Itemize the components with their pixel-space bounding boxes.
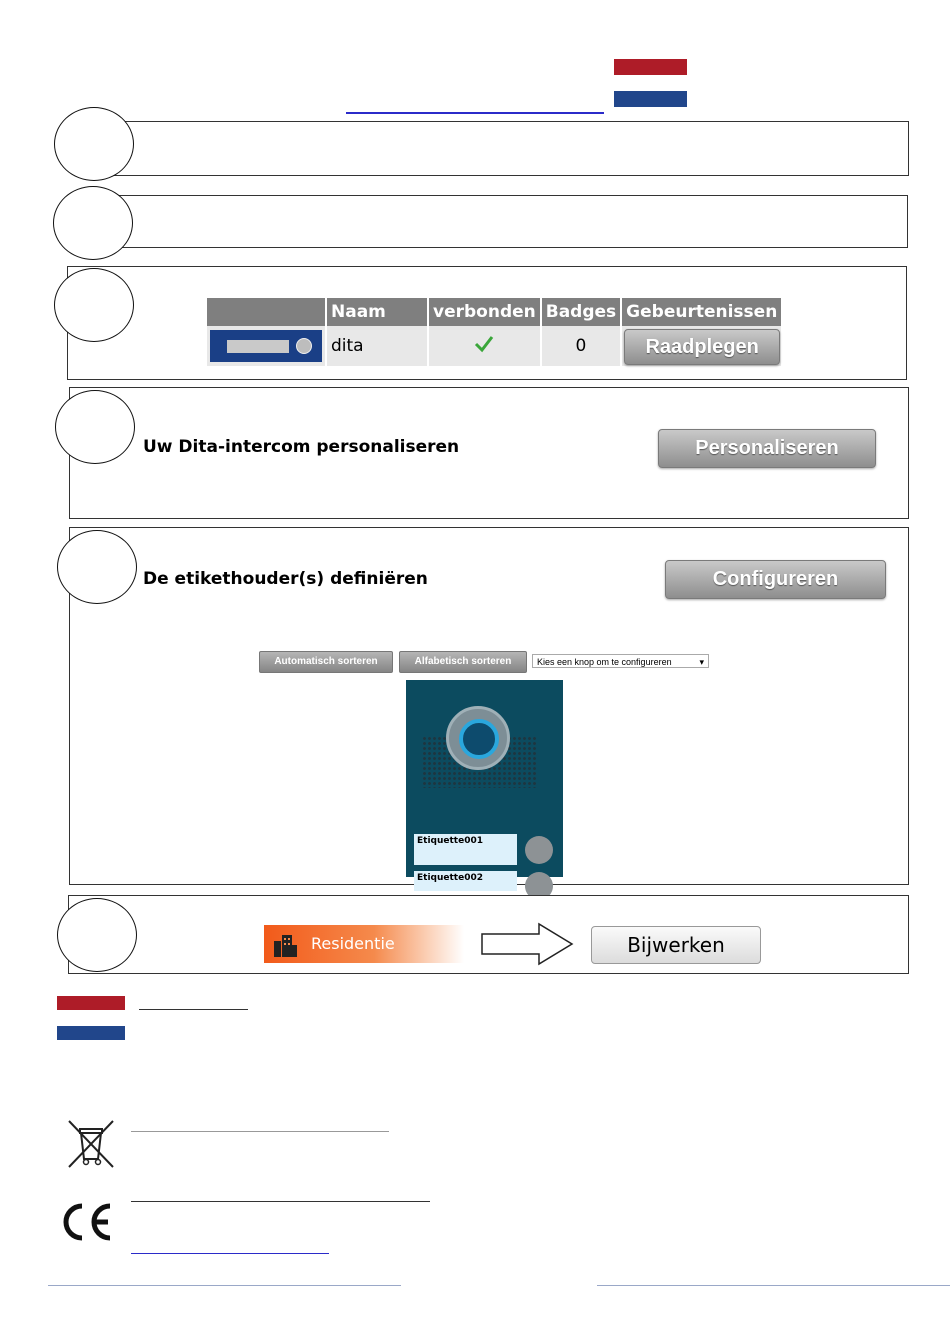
- device-name: dita: [326, 326, 428, 366]
- flag-nl-top: [614, 59, 687, 107]
- step-5-circle: [57, 530, 137, 604]
- footer-line-right: [597, 1285, 950, 1286]
- top-link-underline[interactable]: [346, 112, 604, 114]
- step-1-box: [110, 121, 909, 176]
- step-1-circle: [54, 107, 134, 181]
- step-2-box: [110, 195, 908, 248]
- button-select[interactable]: Kies een knop om te configureren ▾: [532, 654, 709, 668]
- recycle-line: [131, 1131, 389, 1132]
- ce-link-underline[interactable]: [131, 1253, 329, 1254]
- device-badges: 0: [541, 326, 621, 366]
- footer-line-left: [48, 1285, 401, 1286]
- label-tag-2[interactable]: Etiquette002: [414, 871, 517, 891]
- flag-nl-bottom: [57, 996, 125, 1040]
- step-6-circle: [57, 898, 137, 972]
- check-icon: [428, 326, 541, 366]
- configureren-button[interactable]: Configureren: [665, 560, 886, 599]
- raadplegen-button[interactable]: Raadplegen: [624, 329, 780, 365]
- device-table: [207, 298, 783, 366]
- device-thumbnail: [210, 330, 322, 362]
- personaliseren-button[interactable]: Personaliseren: [658, 429, 876, 468]
- building-icon: [272, 933, 298, 961]
- residentie-label: Residentie: [311, 934, 395, 953]
- label-tag-1[interactable]: Etiquette001: [414, 834, 517, 865]
- camera-icon: [446, 706, 510, 770]
- ce-line: [131, 1201, 430, 1202]
- col-badges: Badges: [541, 298, 621, 326]
- labels-text: De etikethouder(s) definiëren: [143, 569, 428, 589]
- personalize-text: Uw Dita-intercom personaliseren: [143, 437, 460, 457]
- step-3-circle: [54, 268, 134, 342]
- arrow-right-icon: [481, 922, 574, 970]
- col-naam: Naam: [326, 298, 428, 326]
- step-2-circle: [53, 186, 133, 260]
- bijwerken-button[interactable]: Bijwerken: [591, 926, 761, 964]
- auto-sort-button[interactable]: Automatisch sorteren: [259, 651, 393, 673]
- bottom-link-underline[interactable]: [139, 1009, 248, 1010]
- call-button-1[interactable]: [525, 836, 553, 864]
- residentie-tab[interactable]: [264, 925, 464, 963]
- chevron-down-icon: ▾: [699, 657, 704, 667]
- col-verbonden: verbonden: [428, 298, 541, 326]
- step-4-circle: [55, 390, 135, 464]
- crossed-bin-icon: [66, 1119, 116, 1173]
- ce-mark-icon: [58, 1202, 114, 1246]
- alpha-sort-button[interactable]: Alfabetisch sorteren: [399, 651, 527, 673]
- intercom-panel: [406, 680, 563, 883]
- col-gebeurtenissen: Gebeurtenissen: [621, 298, 782, 326]
- table-row: [207, 326, 782, 366]
